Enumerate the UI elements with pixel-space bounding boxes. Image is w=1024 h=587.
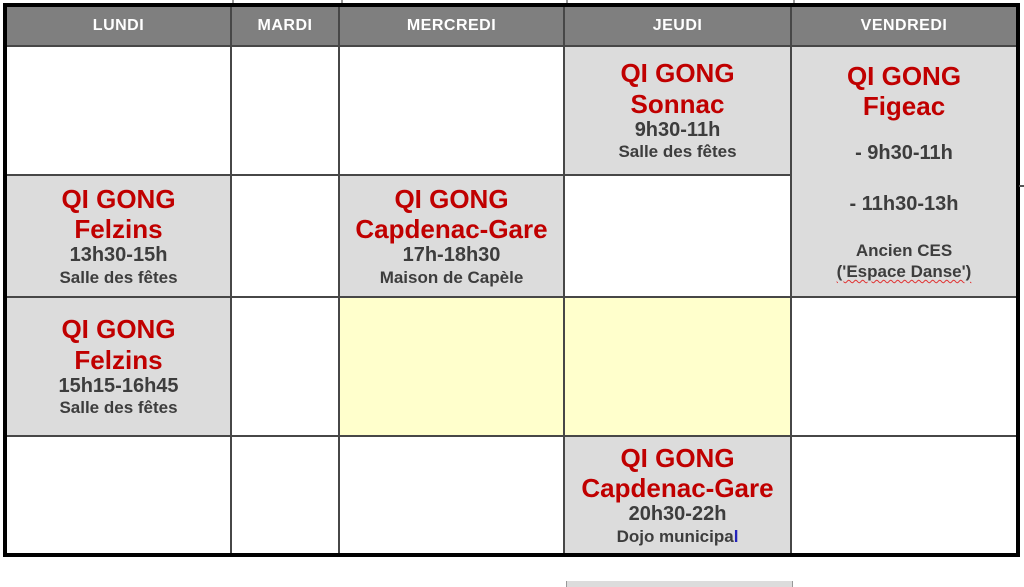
event-place: Capdenac-Gare [355,214,548,244]
event-time-2: - 11h30-13h [849,192,959,215]
header-tuesday: MARDI [231,5,339,46]
cell-monday-morning-empty [5,46,231,175]
event-place: Felzins [74,344,163,375]
cell-monday-felzins-late [5,297,231,436]
event-time: 15h15-16h45 [58,374,179,397]
weekly-schedule-table [3,3,1020,557]
event-venue: Salle des fêtes [59,267,178,287]
event-activity: QI GONG [620,442,735,473]
cell-tuesday-morning-empty [231,46,339,175]
row-late-afternoon [5,297,1018,436]
cell-thursday-highlight-empty [564,297,791,436]
event-place: Figeac [862,91,946,122]
row-evening [5,436,1018,555]
cell-tuesday-late-empty [231,297,339,436]
event-venue: Dojo municipal [616,526,739,546]
grid-stub-top-3 [566,0,568,3]
cell-monday-evening-empty [5,436,231,555]
cell-thursday-afternoon-empty [564,175,791,297]
event-venue-line-2: ('Espace Danse') [836,261,972,281]
cell-tuesday-evening-empty [231,436,339,555]
event-venue: Salle des fêtes [59,398,178,418]
cell-friday-late-empty [791,297,1018,436]
venue-cursor-char: l [733,526,739,546]
header-thursday: JEUDI [564,5,791,46]
header-monday: LUNDI [5,5,231,46]
cell-friday-figeac [791,46,1018,297]
cell-friday-evening-empty [791,436,1018,555]
cell-wednesday-highlight-empty [339,297,564,436]
event-time: 20h30-22h [628,503,727,526]
event-activity: QI GONG [61,314,176,345]
grid-stub-right [1019,185,1024,187]
event-time: 9h30-11h [634,118,721,141]
event-venue: Salle des fêtes [618,142,737,162]
cell-tuesday-afternoon-empty [231,175,339,297]
grid-stub-top-1 [232,0,234,3]
row-morning [5,46,1018,175]
grid-stub-top-4 [793,0,795,3]
event-place: Felzins [74,214,163,244]
event-venue-line-1: Ancien CES [855,241,953,261]
event-venue: Maison de Capèle [379,267,524,287]
event-time: 13h30-15h [69,244,168,267]
cell-thursday-capdenac-night [564,436,791,555]
event-activity: QI GONG [620,58,735,89]
event-activity: QI GONG [61,183,176,214]
event-place: Capdenac-Gare [581,473,774,503]
cell-thursday-sonnac [564,46,791,175]
header-wednesday: MERCREDI [339,5,564,46]
event-activity: QI GONG [394,183,509,214]
header-row [5,5,1018,46]
event-activity: QI GONG [846,60,962,91]
cell-wednesday-morning-empty [339,46,564,175]
cell-wednesday-evening-empty [339,436,564,555]
event-time: 17h-18h30 [402,244,501,267]
cell-wednesday-capdenac [339,175,564,297]
grid-stub-top-2 [341,0,343,3]
header-friday: VENDREDI [791,5,1018,46]
event-time-1: - 9h30-11h [855,142,953,165]
cell-monday-felzins-early [5,175,231,297]
event-place: Sonnac [630,88,725,119]
grid-stub-bottom [566,581,793,587]
